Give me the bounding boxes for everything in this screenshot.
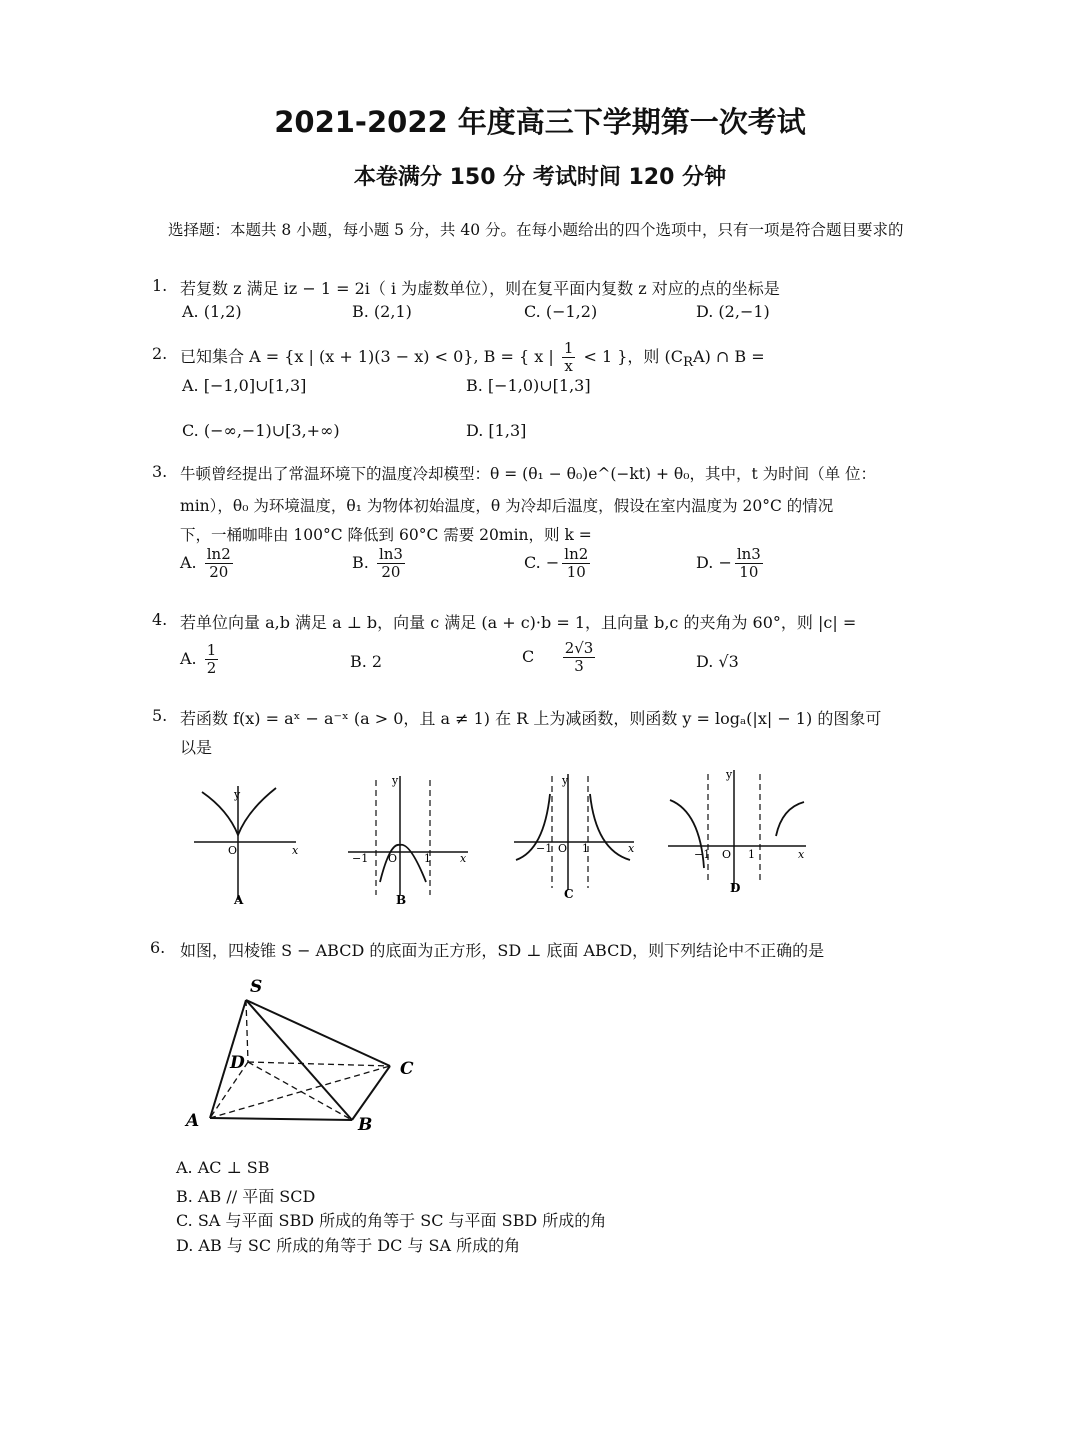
svg-text:O: O	[558, 842, 568, 855]
section-intro: 选择题：本题共 8 小题，每小题 5 分，共 40 分。在每小题给出的四个选项中，只有一项是符合题目要求的	[168, 221, 904, 239]
svg-text:O: O	[388, 852, 398, 865]
q1-option-d: D. (2,−1)	[696, 302, 770, 321]
svg-text:O: O	[722, 848, 732, 861]
q2-option-c: C. (−∞,−1)∪[3,+∞)	[182, 421, 340, 440]
vertex-c: C	[400, 1059, 414, 1079]
q5-line-2: 以是	[180, 738, 213, 757]
vertex-d: D	[230, 1053, 245, 1073]
q5-number: 5.	[152, 706, 168, 725]
q2-option-a: A. [−1,0]∪[1,3]	[182, 376, 307, 395]
q4-option-a: A. $\frac{1}{2}$	[180, 641, 217, 677]
exam-subtitle: 本卷满分 150 分 考试时间 120 分钟	[353, 165, 727, 190]
q4-stem: 若单位向量 a,b 满足 a ⊥ b，向量 c 满足 (a + c)·b = 1，且向量 b,c 的夹角为 60°，则 |c| =	[180, 613, 857, 632]
svg-text:y: y	[726, 768, 733, 781]
svg-text:O: O	[228, 844, 238, 857]
q6-option-d: D. AB 与 SC 所成的角等于 DC 与 SA 所成的角	[176, 1236, 521, 1255]
q1-stem: 若复数 z 满足 iz − 1 = 2i（ i 为虚数单位），则在复平面内复数 z 对应的点的坐标是	[180, 279, 780, 298]
vertex-s: S	[250, 977, 263, 997]
q3-number: 3.	[152, 462, 168, 481]
vertex-a: A	[186, 1111, 200, 1131]
svg-text:y: y	[392, 774, 399, 787]
q4-option-c: C $\frac{2√3}{3}$	[522, 639, 594, 675]
q2-stem: 已知集合 A = {x | (x + 1)(3 − x) < 0}, B = { x | $\frac{1}{x}$ < 1 }，则 $(C_RA)$ ∩ B =	[180, 339, 765, 375]
q6-option-a: A. AC ⊥ SB	[176, 1158, 270, 1177]
q6-pyramid-figure	[180, 970, 430, 1135]
q5-graph-c-label: C	[564, 887, 574, 901]
q6-option-b: B. AB // 平面 SCD	[176, 1187, 316, 1206]
q3-line-2: min），θ₀ 为环境温度，θ₁ 为物体初始温度，θ 为冷却后温度，假设在室内温度为 20°C 的情况	[180, 497, 834, 515]
q3-option-b: B. $\frac{\ln 3}{20}$	[352, 545, 403, 581]
q4-option-b: B. 2	[350, 652, 383, 671]
svg-text:−1: −1	[694, 848, 711, 861]
svg-text:1: 1	[748, 848, 755, 861]
svg-text:x: x	[628, 842, 635, 855]
q5-graph-a-label: A	[234, 893, 244, 907]
q5-graph-d-label: D	[730, 881, 741, 895]
q3-option-d: D. − $\frac{\ln 3}{10}$	[696, 545, 761, 581]
q6-number: 6.	[150, 938, 166, 957]
q4-number: 4.	[152, 610, 168, 629]
q3-line-3: 下，一桶咖啡由 100°C 降低到 60°C 需要 20min，则 k =	[180, 526, 592, 544]
svg-text:1: 1	[582, 842, 589, 855]
q6-option-c: C. SA 与平面 SBD 所成的角等于 SC 与平面 SBD 所成的角	[176, 1211, 607, 1230]
q1-number: 1.	[152, 276, 168, 295]
svg-text:−1: −1	[352, 852, 369, 865]
q1-option-c: C. (−1,2)	[524, 302, 598, 321]
svg-text:x: x	[798, 848, 805, 861]
exam-title: 2021-2022 年度高三下学期第一次考试	[274, 105, 806, 139]
q5-graph-b-label: B	[396, 893, 407, 907]
q5-graph-a	[188, 780, 308, 910]
q5-graph-d	[664, 764, 814, 904]
q5-graph-b	[344, 770, 474, 910]
q3-line-1: 牛顿曾经提出了常温环境下的温度冷却模型：θ = (θ₁ − θ₀)e^(−kt) + θ₀，其中，t 为时间（单 位：	[180, 465, 877, 483]
q1-option-b: B. (2,1)	[352, 302, 412, 321]
svg-text:x: x	[460, 852, 467, 865]
q1-option-a: A. (1,2)	[182, 302, 242, 321]
svg-text:y: y	[234, 788, 241, 801]
svg-text:y: y	[562, 774, 569, 787]
svg-text:−1: −1	[536, 842, 553, 855]
q2-number: 2.	[152, 344, 168, 363]
q3-option-a: A. $\frac{\ln 2}{20}$	[180, 545, 231, 581]
q2-option-b: B. [−1,0)∪[1,3]	[466, 376, 591, 395]
q2-fraction: $\frac{1}{x}$	[563, 339, 574, 375]
vertex-b: B	[358, 1115, 373, 1135]
q2-option-d: D. [1,3]	[466, 421, 527, 440]
q6-stem: 如图，四棱锥 S − ABCD 的底面为正方形，SD ⊥ 底面 ABCD，则下列结论中不正确的是	[180, 941, 825, 960]
q3-option-c: C. − $\frac{\ln 2}{10}$	[524, 545, 589, 581]
q5-graph-c	[510, 770, 640, 910]
svg-text:x: x	[292, 844, 299, 857]
q5-line-1: 若函数 f(x) = aˣ − a⁻ˣ (a > 0，且 a ≠ 1) 在 R 上为减函数，则函数 y = logₐ(|x| − 1) 的图象可	[180, 709, 882, 728]
q4-option-d: D. √3	[696, 652, 739, 671]
svg-text:1: 1	[424, 852, 431, 865]
